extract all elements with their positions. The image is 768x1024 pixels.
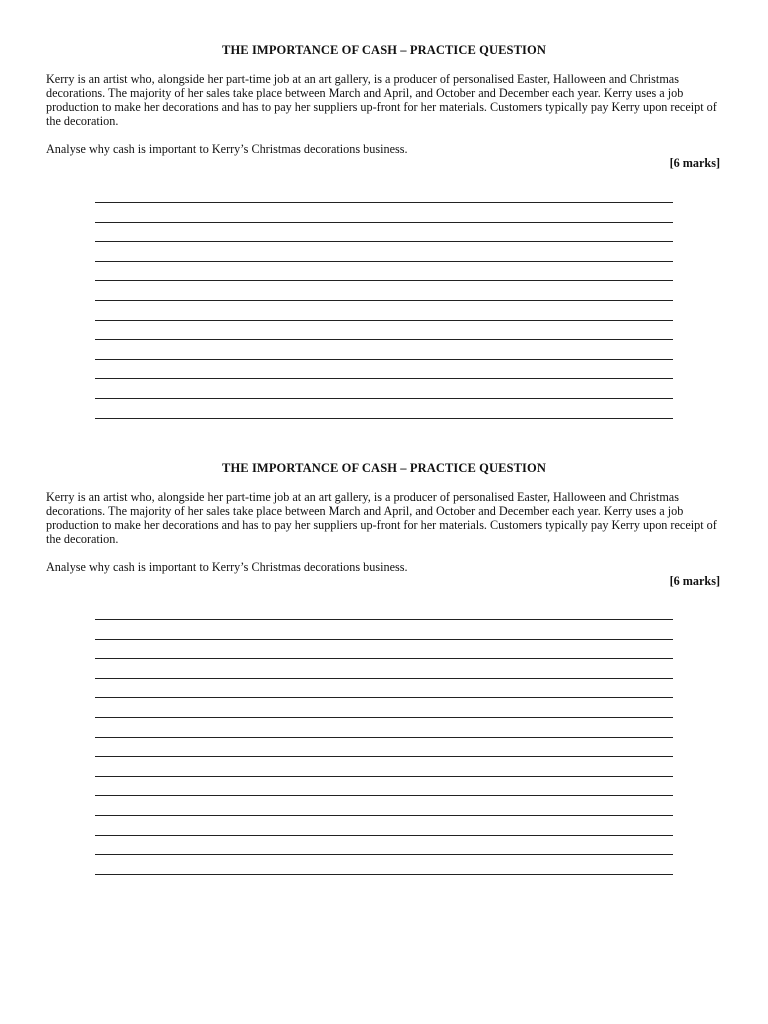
answer-line: [95, 280, 673, 281]
practice-question-1: [46, 42, 722, 170]
question-prompt: Analyse why cash is important to Kerry’s Christmas decorations business.: [46, 142, 408, 156]
scenario-paragraph: Kerry is an artist who, alongside her part-time job at an art gallery, is a producer of personalised Easter, Halloween and Christmas decorations. The majority of her sales take place between March and April, and October and December each year. Kerry uses a job production to make her decorations and has to pay her suppliers up-front for her materials. Customers typically pay Kerry upon receipt of the decoration.: [46, 72, 717, 128]
question-prompt: Analyse why cash is important to Kerry’s Christmas decorations business.: [46, 560, 408, 574]
answer-line: [95, 776, 673, 777]
answer-line: [95, 202, 673, 203]
answer-line: [95, 378, 673, 379]
answer-line: [95, 697, 673, 698]
answer-line: [95, 639, 673, 640]
answer-line: [95, 874, 673, 875]
answer-line: [95, 418, 673, 419]
answer-line: [95, 737, 673, 738]
answer-line: [95, 339, 673, 340]
answer-line: [95, 222, 673, 223]
answer-line: [95, 320, 673, 321]
answer-line: [95, 241, 673, 242]
answer-line: [95, 795, 673, 796]
answer-line: [95, 678, 673, 679]
answer-line: [95, 398, 673, 399]
answer-line: [95, 756, 673, 757]
answer-line: [95, 261, 673, 262]
scenario-paragraph: Kerry is an artist who, alongside her part-time job at an art gallery, is a producer of personalised Easter, Halloween and Christmas decorations. The majority of her sales take place between March and April, and October and December each year. Kerry uses a job production to make her decorations and has to pay her suppliers up-front for her materials. Customers typically pay Kerry upon receipt of the decoration.: [46, 490, 717, 546]
practice-question-2: [46, 460, 722, 588]
marks-label: [6 marks]: [669, 574, 720, 588]
answer-lines: [95, 619, 673, 893]
answer-line: [95, 854, 673, 855]
answer-line: [95, 658, 673, 659]
answer-line: [95, 619, 673, 620]
answer-line: [95, 300, 673, 301]
question-title: THE IMPORTANCE OF CASH – PRACTICE QUESTION: [222, 43, 546, 57]
answer-line: [95, 815, 673, 816]
marks-label: [6 marks]: [669, 156, 720, 170]
answer-line: [95, 717, 673, 718]
answer-line: [95, 835, 673, 836]
question-title: THE IMPORTANCE OF CASH – PRACTICE QUESTION: [222, 461, 546, 475]
answer-lines: [95, 202, 673, 437]
answer-line: [95, 359, 673, 360]
